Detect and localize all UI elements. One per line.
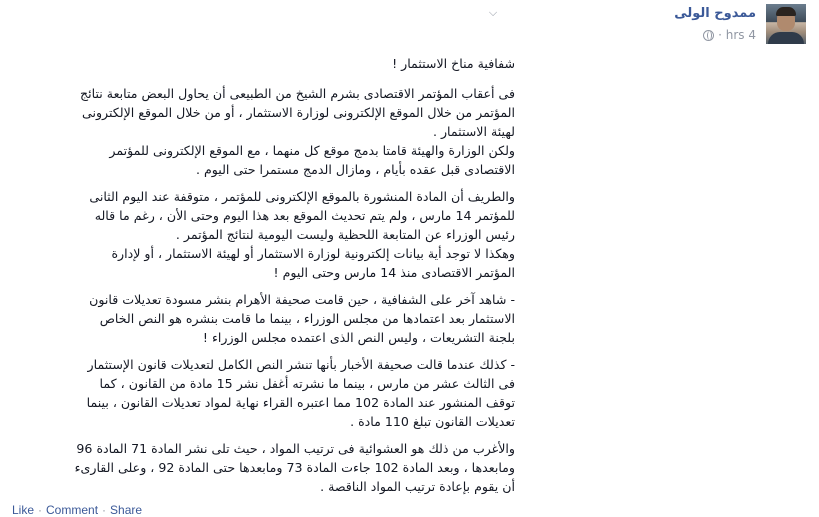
- paragraph: فى أعقاب المؤتمر الاقتصادى بشرم الشيخ من الطبيعى أن يحاول البعض متابعة نتائج المؤتمر من خلال الموقع الإلكترونى لوزارة الاستثمار ، أو من خلال الموقع الإلكترونى لهيئة الاستثمار . ولكن الوزارة والهيئة قامتا بدمج موقع كل منهما ، مع الموقع الإلكترونى للمؤتمر الاقتصادى قبل عقده بأيام ، ومازال الدمج مستمرا حتى اليوم .: [80, 86, 515, 177]
- paragraph: - كذلك عندما قالت صحيفة الأخبار بأنها تنشر النص الكامل لتعديلات قانون الإستثمار فى الثالث عشر من مارس ، بينما ما نشرته أغفل نشر 15 مادة من القانون ، كما توقف المنشور عند المادة 102 مما اعتبره القراء نهاية لمواد تعديلات القانون ، بينما تعديلات القانون تبلغ 110 مادة .: [86, 357, 515, 429]
- post-actions: [12, 503, 142, 517]
- avatar[interactable]: [766, 4, 806, 44]
- separator: ·: [38, 503, 43, 517]
- paragraph: والطريف أن المادة المنشورة بالموقع الإلكترونى للمؤتمر ، متوقفة عند اليوم الثانى للمؤتمر 14 مارس ، ولم يتم تحديث الموقع بعد هذا اليوم وحتى الأن ، رغم ما قاله رئيس الوزراء عن المتابعة اللحظية وليست اليومية لنتائج المؤتمر . وهكذا لا توجد أية بيانات إلكترونية لوزارة الاستثمار أو لهيئة الاستثمار ، أو لإدارة المؤتمر الاقتصادى منذ 14 مارس وحتى اليوم !: [89, 189, 515, 280]
- separator: ·: [102, 503, 107, 517]
- paragraph: - شاهد آخر على الشفافية ، حين قامت صحيفة الأهرام بنشر مسودة تعديلات قانون الاستثمار بعد اعتمادها من مجلس الوزراء ، بينما ما قامت بنشره هو النص الخاص بلجنة التشريعات ، وليس النص الذى اعتمده مجلس الوزراء !: [89, 292, 515, 345]
- globe-icon[interactable]: [703, 30, 714, 41]
- post-title: شفافية مناخ الاستثمار !: [392, 56, 515, 71]
- chevron-down-icon[interactable]: ⌵: [488, 6, 498, 19]
- post-body: [15, 54, 515, 504]
- share-button[interactable]: Share: [110, 503, 143, 517]
- post-meta: 4 hrs ·: [703, 28, 756, 42]
- author-name[interactable]: ممدوح الولى: [674, 6, 756, 21]
- like-button[interactable]: Like: [12, 503, 35, 517]
- timestamp-link[interactable]: 4 hrs: [725, 28, 756, 42]
- comment-button[interactable]: Comment: [46, 503, 99, 517]
- paragraph: والأغرب من ذلك هو العشوائية فى ترتيب المواد ، حيث تلى نشر المادة 71 المادة 96 ومابعدها ، وبعد المادة 102 جاءت المادة 73 ومابعدها حتى المادة 92 ، وعلى القارىء أن يقوم بإعادة ترتيب المواد الناقصة .: [74, 441, 515, 494]
